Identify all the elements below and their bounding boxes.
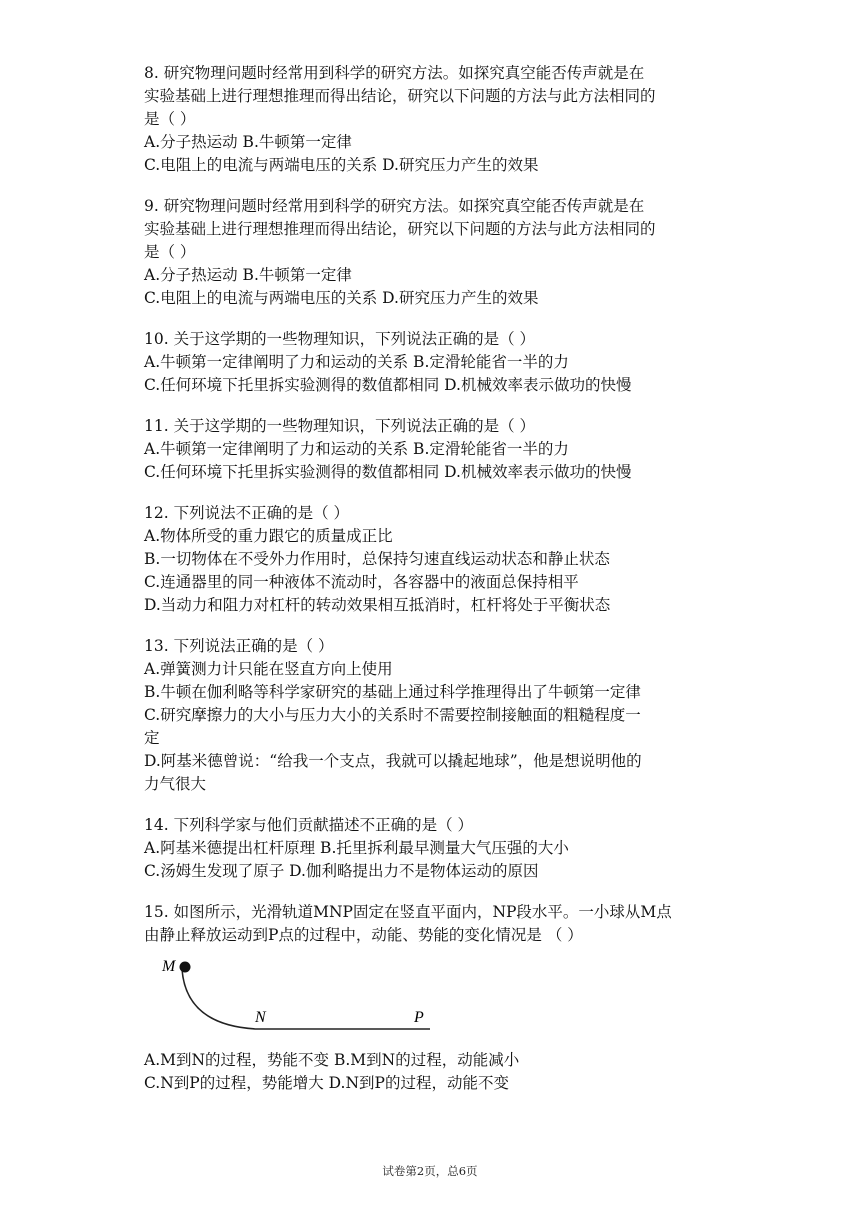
question-line: 12. 下列说法不正确的是（ ）: [144, 504, 350, 522]
option-line: C.研究摩擦力的大小与压力大小的关系时不需要控制接触面的粗糙程度一: [144, 706, 641, 724]
ball-icon: [180, 962, 191, 973]
track-figure: [158, 953, 458, 1043]
exam-page-content: [144, 62, 724, 1113]
question-line: 13. 下列说法正确的是（ ）: [144, 637, 334, 655]
option-line: 定: [144, 729, 160, 747]
option-line: A.分子热运动 B.牛顿第一定律: [144, 133, 352, 151]
option-line: C.汤姆生发现了原子 D.伽利略提出力不是物体运动的原因: [144, 862, 539, 880]
option-line: A.牛顿第一定律阐明了力和运动的关系 B.定滑轮能省一半的力: [144, 353, 569, 371]
question-11: [144, 415, 724, 484]
option-line: A.物体所受的重力跟它的质量成正比: [144, 527, 393, 545]
option-line: 力气很大: [144, 775, 207, 793]
question-list: [144, 62, 724, 883]
option-line: B.牛顿在伽利略等科学家研究的基础上通过科学推理得出了牛顿第一定律: [144, 683, 641, 701]
option-line: B.一切物体在不受外力作用时，总保持匀速直线运动状态和静止状态: [144, 550, 610, 568]
option-line: C.连通器里的同一种液体不流动时，各容器中的液面总保持相平: [144, 573, 579, 591]
option-line: A.M到N的过程，势能不变 B.M到N的过程，动能减小: [144, 1051, 520, 1069]
label-n: N: [255, 1009, 266, 1026]
question-line: 由静止释放运动到P点的过程中，动能、势能的变化情况是 （ ）: [144, 926, 583, 944]
option-line: C.电阻上的电流与两端电压的关系 D.研究压力产生的效果: [144, 156, 539, 174]
question-15: [144, 901, 724, 1095]
question-line: 实验基础上进行理想推理而得出结论，研究以下问题的方法与此方法相同的: [144, 220, 656, 238]
option-line: A.分子热运动 B.牛顿第一定律: [144, 266, 352, 284]
question-line: 11. 关于这学期的一些物理知识，下列说法正确的是（ ）: [144, 417, 536, 435]
question-line: 是（ ）: [144, 110, 196, 128]
question-line: 实验基础上进行理想推理而得出结论，研究以下问题的方法与此方法相同的: [144, 87, 656, 105]
question-10: [144, 328, 724, 397]
option-line: A.牛顿第一定律阐明了力和运动的关系 B.定滑轮能省一半的力: [144, 440, 569, 458]
page-footer: 试卷第2页，总6页: [382, 1164, 478, 1178]
question-12: [144, 502, 724, 617]
question-line: 8. 研究物理问题时经常用到科学的研究方法。如探究真空能否传声就是在: [144, 64, 645, 82]
track-line: [182, 969, 430, 1029]
question-line: 9. 研究物理问题时经常用到科学的研究方法。如探究真空能否传声就是在: [144, 197, 645, 215]
option-line: D.阿基米德曾说：“给我一个支点，我就可以撬起地球”，他是想说明他的: [144, 752, 642, 770]
option-line: C.电阻上的电流与两端电压的关系 D.研究压力产生的效果: [144, 289, 539, 307]
label-p: P: [414, 1009, 424, 1026]
option-line: A.弹簧测力计只能在竖直方向上使用: [144, 660, 393, 678]
question-line: 是（ ）: [144, 243, 196, 261]
question-13: [144, 635, 724, 796]
question-line: 10. 关于这学期的一些物理知识，下列说法正确的是（ ）: [144, 330, 536, 348]
question-line: 14. 下列科学家与他们贡献描述不正确的是（ ）: [144, 816, 474, 834]
track-diagram: [158, 953, 458, 1043]
question-9: [144, 195, 724, 310]
option-line: C.任何环境下托里拆实验测得的数值都相同 D.机械效率表示做功的快慢: [144, 463, 632, 481]
option-line: A.阿基米德提出杠杆原理 B.托里拆利最早测量大气压强的大小: [144, 839, 569, 857]
label-m: M: [162, 958, 176, 975]
question-14: [144, 814, 724, 883]
option-line: C.任何环境下托里拆实验测得的数值都相同 D.机械效率表示做功的快慢: [144, 376, 632, 394]
question-line: 15. 如图所示，光滑轨道MNP固定在竖直平面内，NP段水平。一小球从M点: [144, 903, 672, 921]
question-8: [144, 62, 724, 177]
option-line: C.N到P的过程，势能增大 D.N到P的过程，动能不变: [144, 1074, 509, 1092]
option-line: D.当动力和阻力对杠杆的转动效果相互抵消时，杠杆将处于平衡状态: [144, 596, 611, 614]
